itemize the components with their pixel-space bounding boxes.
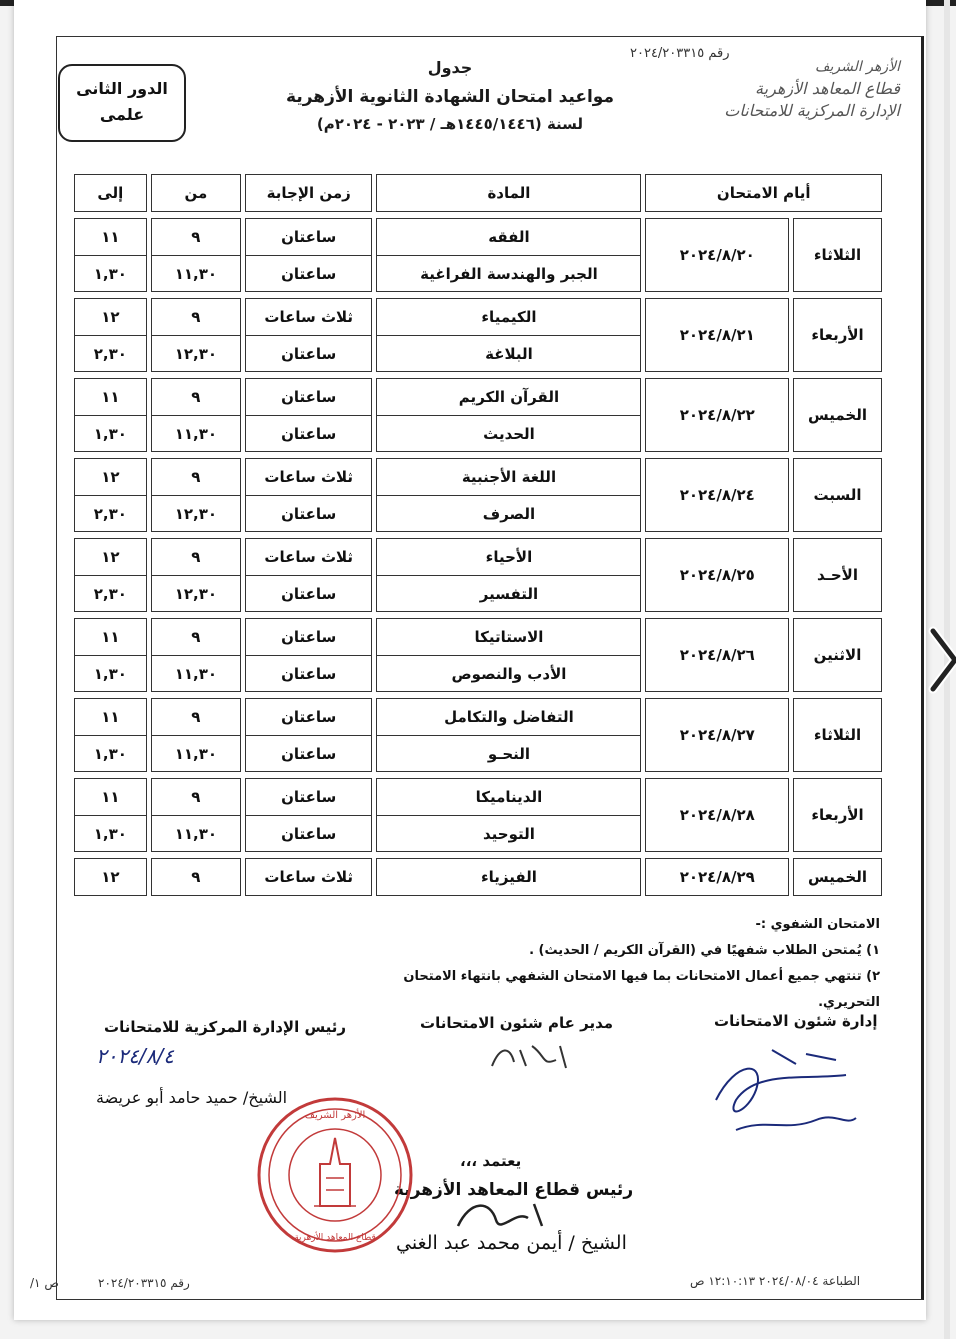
subject-cell-value: التوحيد xyxy=(377,815,640,851)
note-1: ١) يُمتحن الطلاب شفهيًا في (القرآن الكريم / الحديث) . xyxy=(529,943,880,958)
to-cell-value: ١١ xyxy=(101,788,120,806)
approved-label: يعتمد ،،، xyxy=(460,1152,522,1170)
to-cell xyxy=(74,618,147,692)
header-from: من xyxy=(151,174,241,212)
general-manager-label: مدير عام شئون الامتحانات xyxy=(420,1014,614,1032)
subject-cell-value: اللغة الأجنبية xyxy=(461,468,557,486)
from-cell-value: ١١,٣٠ xyxy=(152,255,240,291)
central-head-label: رئيس الإدارة المركزية للامتحانات xyxy=(104,1018,347,1036)
title-line-2: مواعيد امتحان الشهادة الثانوية الأزهرية xyxy=(286,87,614,107)
duration-cell-value: ثلاث ساعات xyxy=(264,468,354,486)
exam-affairs-label: إدارة شئون الامتحانات xyxy=(714,1012,878,1030)
date-cell: ٢٠٢٤/٨/٢٦ xyxy=(645,618,789,692)
to-cell-value: ١,٣٠ xyxy=(75,415,146,451)
note-2: ٢) تنتهي جميع أعمال الامتحانات بما فيها الامتحان الشفهي بانتهاء الامتحان التحريري. xyxy=(403,969,880,1010)
day-cell: الثلاثاء xyxy=(793,698,882,772)
duration-cell xyxy=(245,378,372,452)
duration-cell-value: ساعتان xyxy=(246,815,371,851)
subject-cell xyxy=(376,698,641,772)
day-cell: الأحـد xyxy=(793,538,882,612)
duration-cell xyxy=(245,458,372,532)
from-cell-value: ١١,٣٠ xyxy=(152,815,240,851)
general-manager-signature xyxy=(486,1036,576,1076)
subject-cell-value: الحديث xyxy=(377,415,640,451)
from-cell xyxy=(151,858,241,896)
subject-cell xyxy=(376,618,641,692)
duration-cell-value: ثلاث ساعات xyxy=(264,308,354,326)
to-cell-value: ١١ xyxy=(101,708,120,726)
to-cell-value: ٢,٣٠ xyxy=(75,335,146,371)
to-cell-value: ١١ xyxy=(101,388,120,406)
duration-cell-value: ساعتان xyxy=(246,575,371,611)
duration-cell-value: ساعتان xyxy=(281,788,337,806)
to-cell-value: ١,٣٠ xyxy=(75,735,146,771)
header-duration: زمن الإجابة xyxy=(245,174,372,212)
sector-head-label: رئيس قطاع المعاهد الأزهرية xyxy=(394,1180,634,1200)
table-row xyxy=(74,698,882,772)
from-cell xyxy=(151,618,241,692)
duration-cell xyxy=(245,618,372,692)
institution-line-3: الإدارة المركزية للامتحانات xyxy=(724,101,900,120)
duration-cell-value: ثلاث ساعات xyxy=(264,868,354,886)
to-cell-value: ١٢ xyxy=(101,868,120,886)
day-cell: السبت xyxy=(793,458,882,532)
subject-cell xyxy=(376,218,641,292)
from-cell-value: ٩ xyxy=(191,388,201,406)
subject-cell-value: الفقه xyxy=(488,228,530,246)
table-row xyxy=(74,298,882,372)
date-cell: ٢٠٢٤/٨/٢٨ xyxy=(645,778,789,852)
reference-number: رقم ٢٠٢٤/٢٠٣٣١٥ xyxy=(630,46,730,61)
table-row xyxy=(74,778,882,852)
date-cell: ٢٠٢٤/٨/٢١ xyxy=(645,298,789,372)
date-cell: ٢٠٢٤/٨/٢٢ xyxy=(645,378,789,452)
to-cell-value: ١١ xyxy=(101,628,120,646)
duration-cell-value: ساعتان xyxy=(246,495,371,531)
to-cell xyxy=(74,298,147,372)
to-cell xyxy=(74,378,147,452)
title-line-3: لسنة (١٤٤٥/١٤٤٦هـ / ٢٠٢٣ - ٢٠٢٤م) xyxy=(316,115,584,133)
sector-head-name: الشيخ / أيمن محمد عبد الغني xyxy=(396,1232,627,1254)
duration-cell-value: ساعتان xyxy=(281,708,337,726)
header-subject: المادة xyxy=(376,174,641,212)
central-head-name: الشيخ/ حميد حامد أبو عريضة xyxy=(96,1088,288,1107)
duration-cell-value: ساعتان xyxy=(281,628,337,646)
duration-cell-value: ساعتان xyxy=(281,228,337,246)
to-cell-value: ١,٣٠ xyxy=(75,255,146,291)
day-cell: الثلاثاء xyxy=(793,218,882,292)
seal-text-bottom: قطاع المعاهد الأزهرية xyxy=(294,1233,376,1243)
to-cell-value: ١,٣٠ xyxy=(75,815,146,851)
subject-cell-value: التفسير xyxy=(377,575,640,611)
handwritten-date: ٢٠٢٤/٨/٤ xyxy=(96,1044,174,1068)
duration-cell-value: ثلاث ساعات xyxy=(264,548,354,566)
subject-cell xyxy=(376,378,641,452)
from-cell xyxy=(151,458,241,532)
official-seal-icon xyxy=(254,1094,416,1256)
footer-page: ص ١/ xyxy=(30,1276,59,1290)
subject-cell-value: الجبر والهندسة الفراغية xyxy=(377,255,640,291)
day-cell: الأربعاء xyxy=(793,778,882,852)
table-row xyxy=(74,218,882,292)
table-body xyxy=(74,218,882,896)
subject-cell-value: النحـو xyxy=(377,735,640,771)
exam-schedule-table xyxy=(70,168,886,902)
to-cell-value: ١١ xyxy=(101,228,120,246)
to-cell xyxy=(74,858,147,896)
from-cell-value: ٩ xyxy=(191,628,201,646)
subject-cell xyxy=(376,298,641,372)
subject-cell-value: الديناميكا xyxy=(475,788,543,806)
table-row xyxy=(74,458,882,532)
day-cell: الأربعاء xyxy=(793,298,882,372)
duration-cell xyxy=(245,538,372,612)
subject-cell xyxy=(376,778,641,852)
round-badge xyxy=(58,64,186,142)
table-header-row xyxy=(74,174,882,212)
round-line-1: الدور الثانى xyxy=(76,79,168,98)
duration-cell-value: ساعتان xyxy=(246,655,371,691)
to-cell-value: ١٢ xyxy=(101,468,120,486)
seal-text: الأزهر الشريف xyxy=(304,1110,366,1121)
subject-cell-value: التفاضل والتكامل xyxy=(444,708,574,726)
duration-cell-value: ساعتان xyxy=(246,335,371,371)
institution-header xyxy=(676,56,900,122)
duration-cell xyxy=(245,858,372,896)
from-cell-value: ٩ xyxy=(191,548,201,566)
from-cell-value: ٩ xyxy=(191,228,201,246)
from-cell-value: ٩ xyxy=(191,308,201,326)
footer-print-date: الطباعة ٢٠٢٤/٠٨/٠٤ ١٢:١٠:١٣ ص xyxy=(690,1274,861,1288)
from-cell-value: ٩ xyxy=(191,708,201,726)
subject-cell-value: الأدب والنصوص xyxy=(377,655,640,691)
subject-cell-value: القرآن الكريم xyxy=(458,388,560,406)
from-cell-value: ٩ xyxy=(191,788,201,806)
duration-cell-value: ساعتان xyxy=(246,735,371,771)
from-cell xyxy=(151,538,241,612)
table-row xyxy=(74,538,882,612)
to-cell xyxy=(74,538,147,612)
date-cell: ٢٠٢٤/٨/٢٥ xyxy=(645,538,789,612)
subject-cell xyxy=(376,858,641,896)
to-cell-value: ٢,٣٠ xyxy=(75,575,146,611)
from-cell xyxy=(151,778,241,852)
from-cell-value: ١١,٣٠ xyxy=(152,735,240,771)
from-cell-value: ١١,٣٠ xyxy=(152,655,240,691)
duration-cell xyxy=(245,298,372,372)
date-cell: ٢٠٢٤/٨/٢٧ xyxy=(645,698,789,772)
title-line-1: جدول xyxy=(427,58,473,77)
from-cell-value: ٩ xyxy=(191,868,201,886)
notes-section xyxy=(390,912,880,1016)
to-cell xyxy=(74,458,147,532)
subject-cell-value: الفيزياء xyxy=(480,868,537,886)
table-row xyxy=(74,618,882,692)
from-cell-value: ٩ xyxy=(191,468,201,486)
duration-cell-value: ساعتان xyxy=(246,415,371,451)
from-cell xyxy=(151,698,241,772)
to-cell-value: ١٢ xyxy=(101,548,120,566)
institution-line-1: الأزهر الشريف xyxy=(815,59,900,75)
duration-cell xyxy=(245,778,372,852)
from-cell-value: ١٢,٣٠ xyxy=(152,575,240,611)
institution-line-2: قطاع المعاهد الأزهرية xyxy=(755,79,900,98)
duration-cell xyxy=(245,218,372,292)
subject-cell xyxy=(376,538,641,612)
next-page-button[interactable] xyxy=(924,620,956,700)
day-cell: الخميس xyxy=(793,378,882,452)
from-cell xyxy=(151,378,241,452)
date-cell: ٢٠٢٤/٨/٢٠ xyxy=(645,218,789,292)
to-cell xyxy=(74,778,147,852)
table-row xyxy=(74,858,882,896)
date-cell: ٢٠٢٤/٨/٢٩ xyxy=(645,858,789,896)
document-title xyxy=(270,58,630,133)
from-cell-value: ١٢,٣٠ xyxy=(152,495,240,531)
subject-cell-value: الأحياء xyxy=(485,548,533,566)
from-cell-value: ١٢,٣٠ xyxy=(152,335,240,371)
subject-cell-value: الكيمياء xyxy=(481,308,537,326)
subject-cell-value: البلاغة xyxy=(377,335,640,371)
subject-cell-value: الاستاتيكا xyxy=(474,628,544,646)
subject-cell-value: الصرف xyxy=(377,495,640,531)
header-to: إلى xyxy=(74,174,147,212)
header-days: أيام الامتحان xyxy=(645,174,882,212)
duration-cell-value: ساعتان xyxy=(246,255,371,291)
chevron-right-icon xyxy=(927,625,956,695)
from-cell xyxy=(151,298,241,372)
duration-cell-value: ساعتان xyxy=(281,388,337,406)
from-cell xyxy=(151,218,241,292)
round-line-2: علمى xyxy=(99,105,145,124)
from-cell-value: ١١,٣٠ xyxy=(152,415,240,451)
footer-reference: رقم ٢٠٢٤/٢٠٣٣١٥ xyxy=(98,1276,190,1290)
duration-cell xyxy=(245,698,372,772)
to-cell xyxy=(74,698,147,772)
subject-cell xyxy=(376,458,641,532)
day-cell: الاثنين xyxy=(793,618,882,692)
sector-head-signature xyxy=(450,1190,560,1240)
to-cell xyxy=(74,218,147,292)
exam-affairs-signature xyxy=(696,1040,866,1150)
table-row xyxy=(74,378,882,452)
to-cell-value: ١,٣٠ xyxy=(75,655,146,691)
notes-heading: الامتحان الشفوي :- xyxy=(755,917,880,932)
date-cell: ٢٠٢٤/٨/٢٤ xyxy=(645,458,789,532)
to-cell-value: ٢,٣٠ xyxy=(75,495,146,531)
day-cell: الخميس xyxy=(793,858,882,896)
to-cell-value: ١٢ xyxy=(101,308,120,326)
